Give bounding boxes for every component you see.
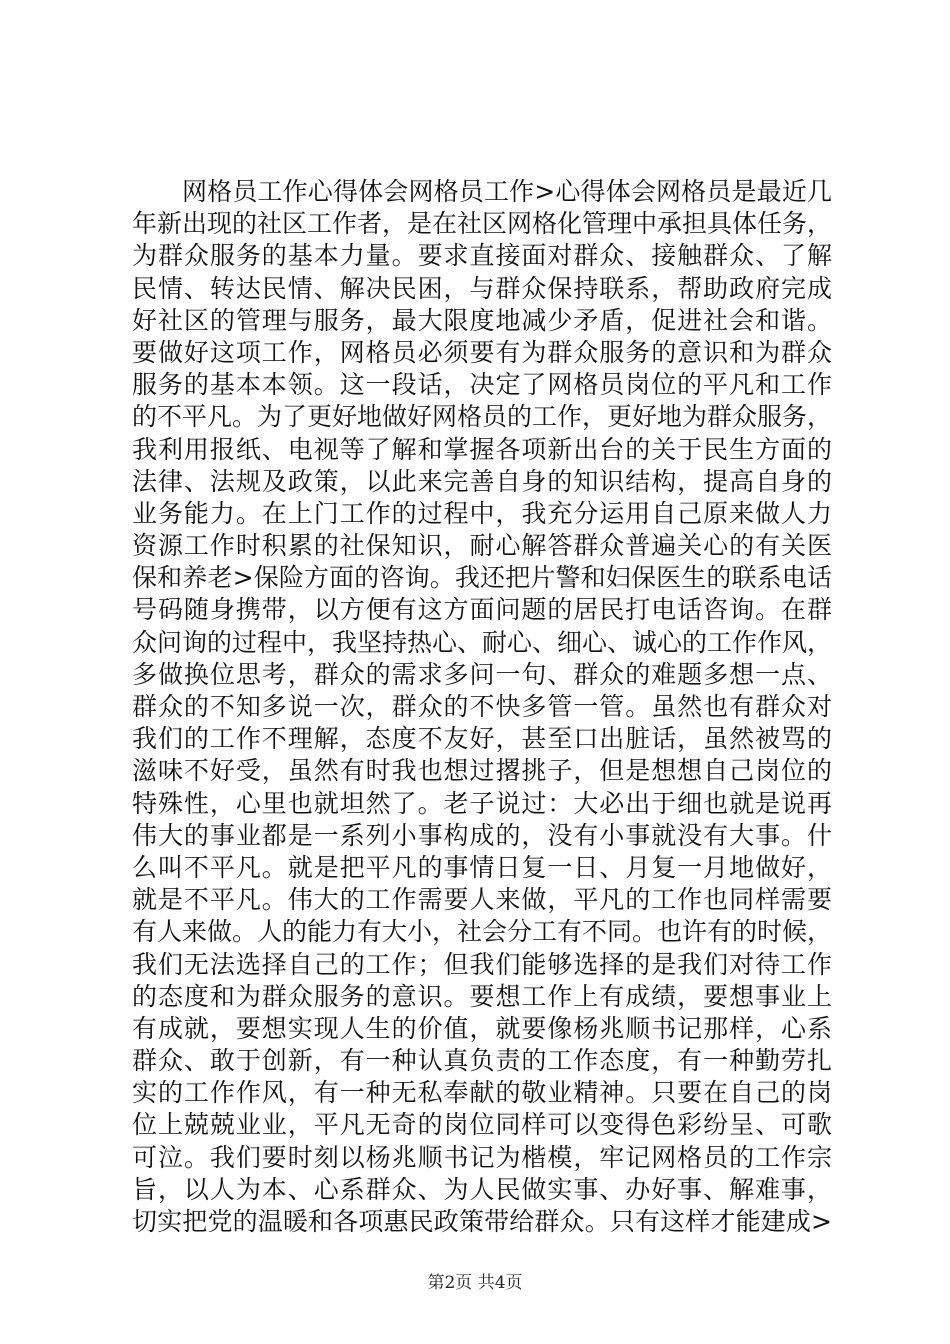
text-line: 特殊性，心里也就坦然了。老子说过：大必出于细也就是说再 (132, 788, 832, 818)
text-line: 有成就，要想实现人生的价值，就要像杨兆顺书记那样，心系 (132, 1013, 832, 1043)
text-line: 的态度和为群众服务的意识。要想工作上有成绩，要想事业上 (132, 981, 832, 1011)
text-line: 伟大的事业都是一系列小事构成的，没有小事就没有大事。什 (132, 820, 832, 850)
text-line: 网格员工作心得体会网格员工作>心得体会网格员是最近几 (182, 177, 832, 206)
text-line: 号码随身携带，以方便有这方面问题的居民打电话咨询。在群 (132, 595, 832, 625)
text-line: 有人来做。人的能力有大小，社会分工有不同。也许有的时候， (132, 917, 833, 947)
text-line: 好社区的管理与服务，最大限度地减少矛盾，促进社会和谐。 (132, 305, 832, 335)
text-line: 资源工作时积累的社保知识，耐心解答群众普遍关心的有关医 (132, 531, 832, 561)
text-line: 保和养老>保险方面的咨询。我还把片警和妇保医生的联系电话 (132, 563, 832, 593)
page-footer: 第2页 共4页 (427, 1273, 523, 1293)
text-line: 年新出现的社区工作者，是在社区网格化管理中承担具体任务， (132, 209, 833, 239)
text-line: 民情、转达民情、解决民困，与群众保持联系，帮助政府完成 (132, 273, 832, 303)
text-line: 我们无法选择自己的工作；但我们能够选择的是我们对待工作 (132, 949, 832, 979)
text-line: 实的工作作风，有一种无私奉献的敬业精神。只要在自己的岗 (132, 1078, 832, 1108)
text-line: 可泣。我们要时刻以杨兆顺书记为楷模，牢记网格员的工作宗 (132, 1142, 832, 1172)
text-line: 切实把党的温暖和各项惠民政策带给群众。只有这样才能建成> (132, 1207, 832, 1236)
body-paragraph (132, 176, 832, 1238)
text-line: 滋味不好受，虽然有时我也想过撂挑子，但是想想自己岗位的 (132, 756, 832, 786)
text-line: 我利用报纸、电视等了解和掌握各项新出台的关于民生方面的 (132, 434, 832, 464)
text-line: 服务的基本本领。这一段话，决定了网格员岗位的平凡和工作 (132, 370, 832, 400)
text-line: 要做好这项工作，网格员必须要有为群众服务的意识和为群众 (132, 337, 832, 367)
text-line: 的不平凡。为了更好地做好网格员的工作，更好地为群众服务， (132, 402, 833, 432)
text-line: 群众、敢于创新，有一种认真负责的工作态度，有一种勤劳扎 (132, 1046, 832, 1076)
text-line: 位上兢兢业业，平凡无奇的岗位同样可以变得色彩纷呈、可歌 (132, 1110, 832, 1140)
text-line: 就是不平凡。伟大的工作需要人来做，平凡的工作也同样需要 (132, 885, 832, 915)
text-line: 我们的工作不理解，态度不友好，甚至口出脏话，虽然被骂的 (132, 724, 832, 754)
text-line: 多做换位思考，群众的需求多问一句、群众的难题多想一点、 (132, 659, 832, 689)
text-line: 群众的不知多说一次，群众的不快多管一管。虽然也有群众对 (132, 692, 832, 721)
text-line: 么叫不平凡。就是把平凡的事情日复一日、月复一月地做好， (132, 852, 832, 882)
text-line: 众问询的过程中，我坚持热心、耐心、细心、诚心的工作作风， (132, 627, 833, 657)
text-line: 法律、法规及政策，以此来完善自身的知识结构，提高自身的 (132, 466, 832, 496)
text-line: 业务能力。在上门工作的过程中，我充分运用自己原来做人力 (132, 498, 832, 528)
text-line: 旨，以人为本、心系群众、为人民做实事、办好事、解难事， (132, 1174, 832, 1204)
text-line: 为群众服务的基本力量。要求直接面对群众、接触群众、了解 (132, 241, 832, 271)
